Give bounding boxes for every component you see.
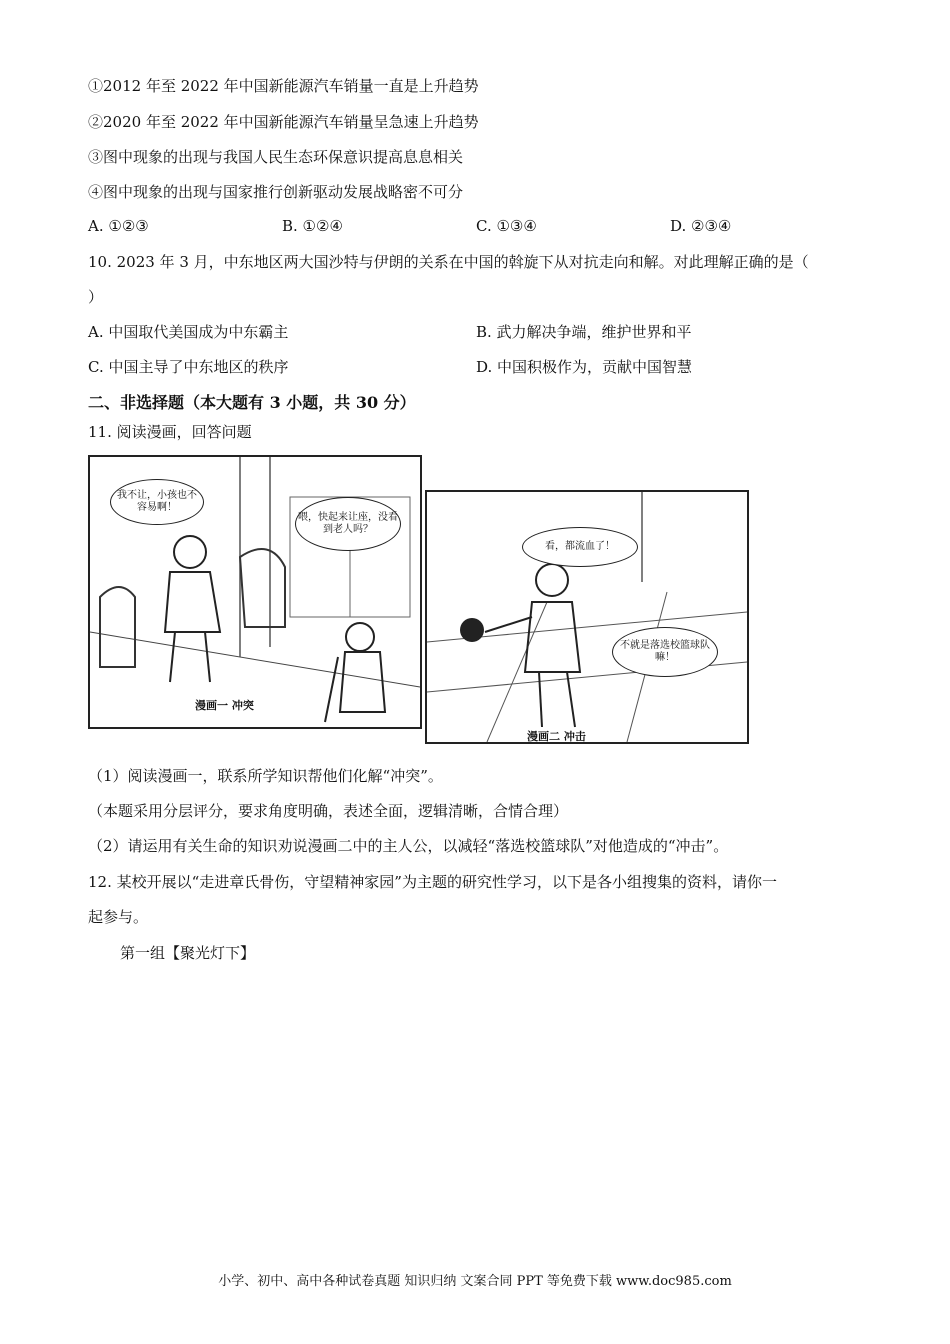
comic-1-bubble-right: 喂，快起来让座，没看到老人吗？ (295, 497, 401, 551)
q9-option-c: C. ①③④ (476, 217, 537, 235)
q9-option-b: B. ①②④ (282, 217, 343, 235)
statement-3: ③图中现象的出现与我国人民生态环保意识提高息息相关 (88, 148, 464, 166)
comic-2 (425, 490, 749, 744)
statement-4: ④图中现象的出现与国家推行创新驱动发展战略密不可分 (88, 183, 464, 201)
comic-1-caption: 漫画一 冲突 (195, 699, 254, 712)
comic-2-bubble-right: 不就是落选校篮球队嘛！ (612, 627, 718, 677)
q9-option-d: D. ②③④ (670, 217, 732, 235)
q10-option-a: A. 中国取代美国成为中东霸主 (88, 323, 289, 341)
comic-2-caption: 漫画二 冲击 (527, 730, 586, 743)
comic-2-bubble-left: 看，都流血了！ (522, 527, 638, 567)
comic-1-bubble-left: 我不让，小孩也不容易啊！ (110, 479, 204, 525)
statement-1: ①2012 年至 2022 年中国新能源汽车销量一直是上升趋势 (88, 77, 479, 95)
comic-1 (88, 455, 422, 729)
section-heading: 二、非选择题（本大题有 3 小题，共 30 分） (88, 393, 416, 412)
statement-2: ②2020 年至 2022 年中国新能源汽车销量呈急速上升趋势 (88, 113, 479, 131)
q12-stem-line2: 起参与。 (88, 908, 149, 926)
q11-sub1: （1）阅读漫画一，联系所学知识帮他们化解“冲突”。 (88, 767, 443, 785)
q10-option-b: B. 武力解决争端，维护世界和平 (476, 323, 692, 341)
q10-option-d: D. 中国积极作为，贡献中国智慧 (476, 358, 693, 376)
page-footer: 小学、初中、高中各种试卷真题 知识归纳 文案合同 PPT 等免费下载 www.doc985.com (218, 1274, 732, 1289)
q11-note: （本题采用分层评分，要求角度明确，表述全面，逻辑清晰，合情合理） (88, 802, 569, 820)
q11-sub2: （2）请运用有关生命的知识劝说漫画二中的主人公，以减轻“落选校篮球队”对他造成的“冲击”。 (88, 837, 729, 855)
q10-stem: 10. 2023 年 3 月，中东地区两大国沙特与伊朗的关系在中国的斡旋下从对抗走向和解。对此理解正确的是（ (88, 253, 809, 271)
q9-option-a: A. ①②③ (88, 217, 149, 235)
q11-stem: 11. 阅读漫画，回答问题 (88, 423, 252, 441)
q10-stem-end: ） (88, 288, 104, 306)
q10-option-c: C. 中国主导了中东地区的秩序 (88, 358, 289, 376)
q12-group1: 第一组【聚光灯下】 (120, 944, 256, 962)
q12-stem-line1: 12. 某校开展以“走进章氏骨伤，守望精神家园”为主题的研究性学习，以下是各小组搜集的资料，请你一 (88, 873, 777, 891)
